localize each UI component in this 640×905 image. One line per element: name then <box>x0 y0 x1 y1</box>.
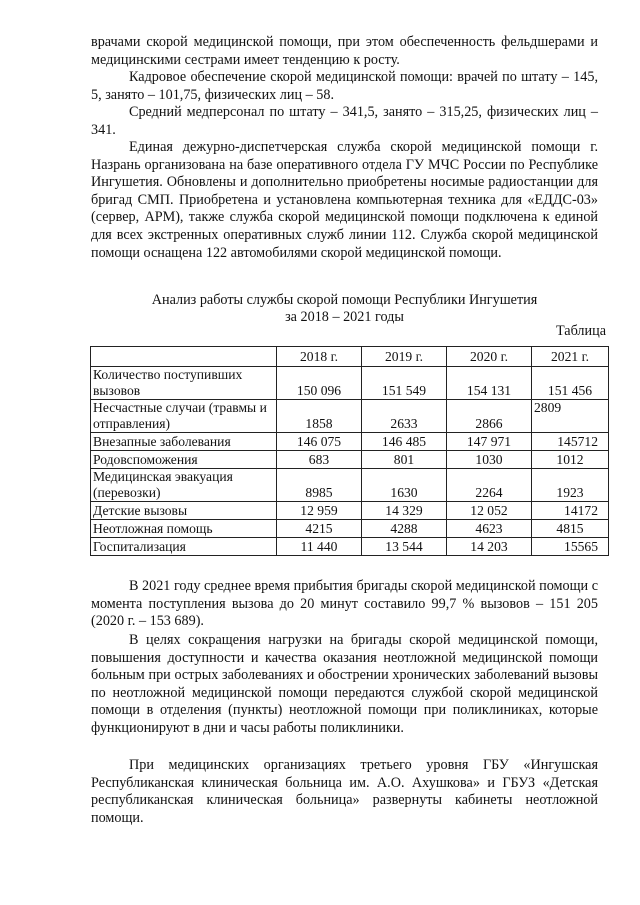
header-empty <box>91 347 277 367</box>
table-label: Таблица <box>555 323 606 339</box>
cell-2019: 2633 <box>362 400 447 433</box>
cell-2019: 146 485 <box>362 433 447 451</box>
cell-2020: 154 131 <box>447 367 532 400</box>
paragraph-urgent-care: В целях сокращения нагрузки на бригады скорой медицинской помощи, повышения доступности и качества оказания неотложной медицинской помощи больным при острых заболеваниях и обострении хронических заболеваний вызовы по неотложной медицинской помощи передаются службой скорой медицинской помощи в отделения (пункты) неотложной помощи при поликлиниках, которые функционируют в дни и часы работы поликлиники. <box>91 632 598 736</box>
table-header-row <box>91 347 609 367</box>
table-row <box>91 520 609 538</box>
header-2019: 2019 г. <box>362 347 447 367</box>
cell-2018: 150 096 <box>277 367 362 400</box>
paragraph-staffing-trend: врачами скорой медицинской помощи, при этом обеспеченность фельдшерами и медицинскими сестрами имеет тенденцию к росту. <box>91 34 598 68</box>
cell-2018: 1858 <box>277 400 362 433</box>
cell-2021: 2809 <box>532 400 609 433</box>
row-label: Родовспоможения <box>91 451 277 469</box>
cell-2021: 151 456 <box>532 367 609 400</box>
cell-2018: 12 959 <box>277 502 362 520</box>
cell-2021: 15565 <box>532 538 609 556</box>
cell-2019: 801 <box>362 451 447 469</box>
paragraph-third-level-orgs: При медицинских организациях третьего уровня ГБУ «Ингушская Республиканская клиническая больница им. А.О. Ахушкова» и ГБУЗ «Детская республиканская клиническая больница» развернуты кабинеты неотложной помощи. <box>91 757 598 826</box>
cell-2021: 145712 <box>532 433 609 451</box>
cell-2018: 4215 <box>277 520 362 538</box>
cell-2018: 8985 <box>277 469 362 502</box>
table-row <box>91 367 609 400</box>
cell-2019: 4288 <box>362 520 447 538</box>
paragraph-nurse-staffing: Средний медперсонал по штату – 341,5, занято – 315,25, физических лиц – 341. <box>91 104 598 138</box>
cell-2018: 11 440 <box>277 538 362 556</box>
row-label: Неотложная помощь <box>91 520 277 538</box>
cell-2020: 4623 <box>447 520 532 538</box>
table-row <box>91 451 609 469</box>
cell-2020: 12 052 <box>447 502 532 520</box>
cell-2020: 147 971 <box>447 433 532 451</box>
header-2018: 2018 г. <box>277 347 362 367</box>
table-title-line-1: Анализ работы службы скорой помощи Республики Ингушетия <box>151 292 538 308</box>
cell-2020: 1030 <box>447 451 532 469</box>
row-label: Количество поступивших вызовов <box>91 367 277 400</box>
cell-2020: 2264 <box>447 469 532 502</box>
table-title-line-2: за 2018 – 2021 годы <box>285 309 404 325</box>
header-2021: 2021 г. <box>532 347 609 367</box>
cell-2019: 14 329 <box>362 502 447 520</box>
ambulance-service-table <box>90 346 609 556</box>
row-label: Несчастные случаи (травмы и отправления) <box>91 400 277 433</box>
paragraph-doctor-staffing: Кадровое обеспечение скорой медицинской помощи: врачей по штату – 145, 5, занято – 101,75, физических лиц – 58. <box>91 69 598 103</box>
cell-2021: 14172 <box>532 502 609 520</box>
cell-2020: 2866 <box>447 400 532 433</box>
row-label: Детские вызовы <box>91 502 277 520</box>
cell-2019: 1630 <box>362 469 447 502</box>
cell-2018: 146 075 <box>277 433 362 451</box>
table-row <box>91 433 609 451</box>
paragraph-arrival-time: В 2021 году среднее время прибытия бригады скорой медицинской помощи с момента поступления вызова до 20 минут составило 99,7 % вызовов – 151 205 (2020 г. – 153 689). <box>91 578 598 630</box>
cell-2021: 1012 <box>532 451 609 469</box>
table-row <box>91 469 609 502</box>
table-row <box>91 400 609 433</box>
row-label: Медицинская эвакуация (перевозки) <box>91 469 277 502</box>
row-label: Внезапные заболевания <box>91 433 277 451</box>
cell-2019: 13 544 <box>362 538 447 556</box>
row-label: Госпитализация <box>91 538 277 556</box>
cell-2021: 4815 <box>532 520 609 538</box>
cell-2018: 683 <box>277 451 362 469</box>
header-2020: 2020 г. <box>447 347 532 367</box>
table-row <box>91 502 609 520</box>
cell-2020: 14 203 <box>447 538 532 556</box>
cell-2019: 151 549 <box>362 367 447 400</box>
paragraph-dispatch-service: Единая дежурно-диспетчерская служба скорой медицинской помощи г. Назрань организована на базе оперативного отдела ГУ МЧС России по Республике Ингушетия. Обновлены и дополнительно приобретены носимые радиостанции для бригад СМП. Приобретена и установлена компьютерная техника для «ЕДДС-03» (сервер, АРМ), также служба скорой медицинской помощи подключена к единой для всех экстренных оперативных служб линии 112. Служба скорой медицинской помощи оснащена 122 автомобилями скорой медицинской помощи. <box>91 139 598 261</box>
cell-2021: 1923 <box>532 469 609 502</box>
table-row <box>91 538 609 556</box>
